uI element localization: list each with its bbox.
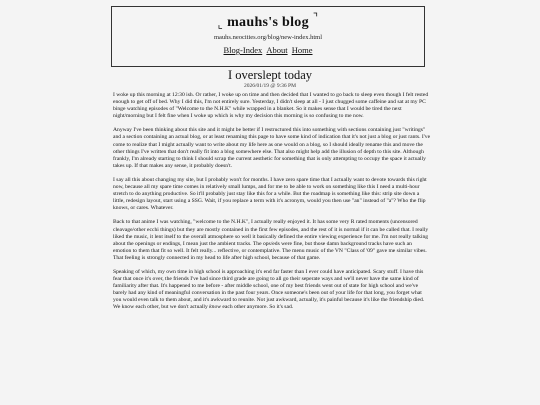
nav-link-about[interactable]: About xyxy=(266,45,288,55)
site-title xyxy=(112,11,424,31)
nav-link-blog-index[interactable]: Blog-Index xyxy=(223,45,263,55)
post-paragraph xyxy=(113,269,431,312)
nav-bar xyxy=(112,45,424,55)
nav-link-home[interactable]: Home xyxy=(291,45,313,55)
corner-bracket-right: ⌝ xyxy=(312,12,319,24)
post-paragraph: I woke up this morning at 12:30 ish. Or rather, I woke up on time and then decided that I wanted to go back to sleep even though I felt rested enough to get off of bed. Why I did this, I'm not entirely sure. Yesterday, I didn't sleep at all - I just chugged some caffeine and sat at my PC binge watching episodes of "Welcome to the N.H.K" while wrapped in a blanket. So it makes sense that I would be tired the next night/morning but I felt fine when I woke up which is why my decision this morning is so confusing to me now. xyxy=(113,92,429,120)
post-date: 2026/01/19 @ 9:36 PM xyxy=(244,83,296,89)
site-title-text: mauhs's blog xyxy=(227,15,309,30)
corner-bracket-left: ⌞ xyxy=(217,19,224,31)
paragraph-text: each other anymore. So it's sad. xyxy=(220,304,294,311)
paragraph-text: Speaking of which, my own time in high school is approaching it's end far faster than I ever could have anticipated. Scary stuff. I have this fear that once it's over, the friends I've had since third grade are going to all go their seperate ways and we'll never have the same kind of familiarity after that. It's happened to me before - after middle school, one of my best friends went out of state for high school and we've barely had any kind of meaningful conversation in the past four years. Once someone's been out of your life for that long, you forget what you would even talk to them about, and it's awkward to reunite. Not just awkward, actually, it's painful because it's like the friendship died. We know each other, but we don't actually xyxy=(113,268,425,311)
post-paragraph: Anyway I've been thinking about this site and it might be better if I restructured this into something with sections containing just "writings" and a section containing an actual blog, or at least renaming this page to have some kind of indication that it's not just a blog or just rants. I've come to realize that I might actually want to write about my life here as one would on a blog, so I should ideally rename this and move the other things I've written that don't really fit into a blog somewhere else. That also might help add the illusion of depth to this site. Although frankly, I'm already starting to think I should scrap the current aesthetic for something that is only attempting to occupy the space it actually takes up. If that makes any sense, it probably doesn't. xyxy=(113,127,431,169)
emphasis-text: know xyxy=(209,304,221,311)
post-paragraph: Back to that anime I was watching, "welcome to the N.H.K", I actually really enjoyed it. It has some very R rated moments (uncensored cleavage/other ecchi things) but they are mostly contained in the first few episodes, and the rest of it is normal if it can be called that. I really liked the music, it lent itself to the overall atmosphere so well it basically defined the entire viewing experience for me. I'm not really talking about the openings or endings, I mean just the ambient tracks. The ops/eds were fine, but those damn background tracks have such an emotion to them that fit so well. It felt really... reflective, or contemplative. The menu music of the VN "Class of '09" gave me similar vibes. That feeling is strongly connected in my head to life after high school, because of that game. xyxy=(113,219,429,261)
post-paragraph: I say all this about changing my site, but I probably won't for months. I have zero spare time that I actually want to devote towards this right now, because all my spare time comes in relatively small lumps, and for me to be able to work on something like this I need a multi-hour stretch to do anything productive. So it'll probably just stay like this for a while. But the roadmap is something like this: strip site down a little, redesign layout, start using a SSG. Wait, if you replace a term with it's acronym, would you then use "an" instead of "a"? Who the flip knows, or cares. Whatever. xyxy=(113,176,427,212)
post-body xyxy=(113,92,431,319)
post-title: I overslept today xyxy=(227,68,312,82)
site-url: mauhs.neocities.org/blog/new-index.html xyxy=(213,34,322,41)
site-header xyxy=(111,6,425,67)
